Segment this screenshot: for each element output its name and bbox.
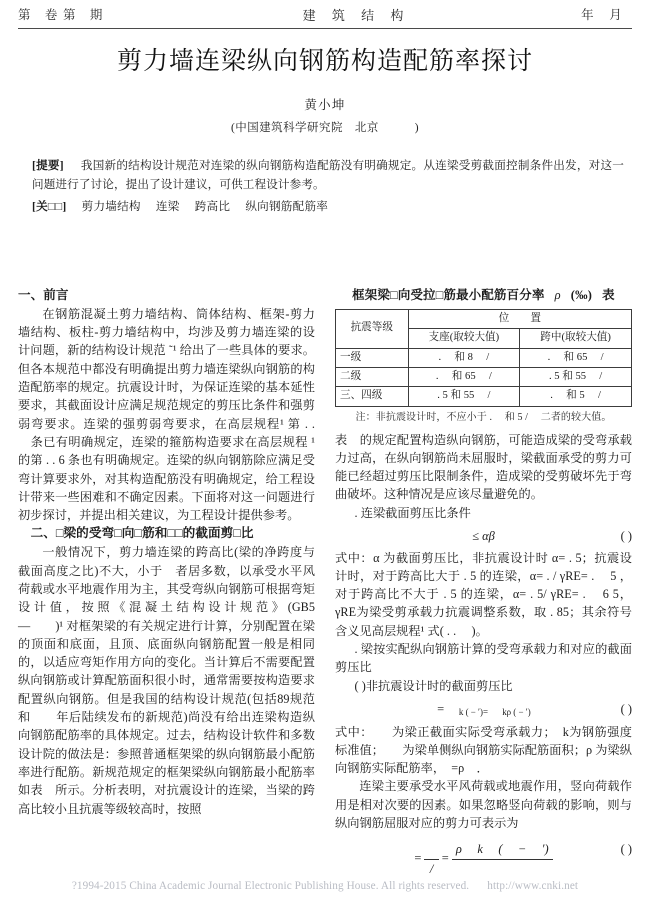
abstract-paragraph: [32, 157, 624, 195]
header-position-group: 位 置: [408, 309, 632, 329]
left-paragraph-2: 一般情况下，剪力墙连梁的跨高比(梁的净跨度与截面高度之比)不大，小于 者居多数，以承受水平风荷载或水平地震作用为主，其受弯纵向钢筋可根据弯矩设计值，按照《混凝土结构设计规范》(GB5 — )¹ 对框架梁的有关规定进行计算，分别配置在梁的顶面和底面，且顶、底面纵向钢筋配置一般是相同的，以适应弯矩作用方向的变化。当计算后不需要配置纵向钢筋或计算配筋面积很小时，通常需要按构造要求配置纵向钢筋。但是我国的结构设计规范(包括89规范和 年后陆续发布的新规范)尚没有给出连梁构造纵向钢筋配筋率的具体规定。过去，结构设计软件和多数设计院的做法是：参照普通框架梁的纵向钢筋最小配筋率进行配筋。新规范规定的框架梁纵向钢筋最小配筋率如表 所示。分析表明，对抗震设计的连梁，当梁的跨高比较小且抗震等级较高时，按照: [18, 545, 340, 816]
running-head-right: 年 月: [581, 8, 628, 22]
formula-3-left-fraction: [424, 840, 438, 878]
subsection-heading-2: . 梁按实配纵向钢筋计算的受弯承载力和对应的截面剪压比: [335, 642, 632, 675]
keyword-1: 连梁: [155, 199, 180, 213]
copyright-text: ?1994-2015 China Academic Journal Electronic Publishing House. All rights reserved.: [71, 880, 470, 892]
keywords-label: [关□□]: [32, 199, 67, 213]
table-caption-main: 框架梁□向受拉□筋最小配筋百分率: [352, 288, 545, 302]
formula-3-den: [452, 859, 553, 879]
section-heading-2: 二、□梁的受弯□向□筋和□□的截面剪□比: [30, 526, 254, 541]
abstract-label: [提要]: [32, 159, 64, 172]
footer-url[interactable]: http://www.cnki.net: [487, 880, 579, 892]
cell-level-2: 三、四级: [336, 387, 409, 406]
cell-support-2: . 5 和 55 /: [408, 387, 520, 406]
cell-support-1: . 和 65 /: [408, 367, 520, 386]
abstract-block: [18, 157, 632, 216]
formula-3: = / = ρ k ( − ′) ( ): [335, 840, 632, 878]
formula-2-mid: k ( − ′)=: [458, 707, 488, 718]
right-column: [335, 286, 632, 882]
cell-level-0: 一级: [336, 348, 409, 367]
header-support: 支座(取较大值): [408, 329, 520, 349]
abstract-text: 我国新的结构设计规范对连梁的纵向钢筋构造配筋没有明确规定。从连梁受剪截面控制条件出发，对这一问题进行了讨论，提出了设计建议，可供工程设计参考。: [32, 159, 625, 191]
table-caption-symbol: ρ: [554, 288, 561, 302]
cell-support-0: . 和 8 /: [408, 348, 520, 367]
formula-3-left-den: /: [424, 859, 438, 879]
keyword-3: 纵向钢筋配筋率: [245, 199, 329, 213]
formula-2: [335, 700, 632, 720]
formula-3-right-fraction: [452, 840, 553, 878]
right-paragraph-1: 表 的规定配置构造纵向钢筋，可能造成梁的受弯承载力过高，在纵向钢筋尚未屈服时，梁截面承受的剪力可能已经超过剪压比限制条件，造成梁的受剪破坏先于弯曲破坏。这种情况是应该尽量避免的。: [335, 432, 632, 502]
author-name: 黄小坤: [304, 98, 346, 112]
cell-level-1: 二级: [336, 367, 409, 386]
body-columns: [18, 286, 632, 882]
journal-name: 建 筑 结 构: [302, 7, 410, 23]
header-seismic-grade: 抗震等级: [336, 309, 409, 348]
left-column: [18, 286, 340, 882]
table-caption-unit: (‰): [570, 288, 593, 302]
footer-copyright: [0, 880, 650, 892]
section-heading-1: 一、前言: [18, 288, 69, 302]
cell-midspan-1: . 5 和 55 /: [520, 367, 632, 386]
header-midspan: 跨中(取较大值): [520, 329, 632, 349]
formula-2-number: ( ): [620, 701, 632, 716]
formula-3-left-num: [424, 840, 438, 859]
right-paragraph-4: 连梁主要承受水平风荷载或地震作用，竖向荷载作用是相对次要的因素。如果忽略竖向荷载的影响，则与纵向钢筋屈服对应的剪力可表示为: [335, 779, 632, 831]
right-paragraph-2: 式中：α 为截面剪压比，非抗震设计时 α= . 5；抗震设计时，对于跨高比大于 . 5 的连梁，α= . / γRE= . 5 ，对于跨高比不大于 . 5 的连梁，α= . 5/ γRE= . 6 5，γRE为梁受剪承载力抗震调整系数，取 . 85；其余符号含义见高层规程¹ 式( . . )。: [335, 550, 632, 638]
title-block: [18, 29, 632, 135]
formula-2-rhs: kρ ( − ′): [502, 707, 531, 718]
formula-1-number: ( ): [620, 528, 632, 543]
formula-3-number: ( ): [620, 842, 632, 857]
formula-1-body: ≤ αβ: [472, 528, 495, 543]
table-row: [336, 367, 632, 386]
table-row: [336, 387, 632, 406]
formula-1: [335, 527, 632, 546]
min-reinforcement-table: [335, 309, 632, 407]
table-header-row-1: [336, 309, 632, 329]
page-title: 剪力墙连梁纵向钢筋构造配筋率探讨: [116, 48, 533, 75]
subsection-heading-2-sub: ( )非抗震设计时的截面剪压比: [354, 678, 513, 693]
author-affiliation: (中国建筑科学研究院 北京 ): [231, 122, 419, 134]
cell-midspan-2: . 和 5 /: [520, 387, 632, 406]
keyword-2: 跨高比: [194, 199, 231, 213]
table-caption-number: 表: [602, 288, 615, 302]
formula-3-num: ρ k ( − ′): [455, 842, 549, 857]
keywords-line: [32, 198, 624, 217]
cell-midspan-0: . 和 65 /: [520, 348, 632, 367]
table-note: 注：非抗震设计时，不应小于 . 和 5 / 二者的较大值。: [355, 411, 612, 423]
running-head: [18, 0, 632, 28]
table-caption: [335, 286, 632, 305]
running-head-left: 第 卷第 期: [18, 8, 109, 22]
subsection-heading-1: . 连梁截面剪压比条件: [354, 505, 471, 520]
right-paragraph-3: 式中： 为梁正截面实际受弯承载力； k为钢筋强度标准值； 为梁单侧纵向钢筋实际配筋面积；ρ 为梁纵向钢筋实际配筋率， =ρ ．: [335, 724, 632, 776]
table-row: [336, 348, 632, 367]
keyword-0: 剪力墙结构: [81, 199, 141, 213]
left-paragraph-1: 在钢筋混凝土剪力墙结构、筒体结构、框架-剪力墙结构、板柱-剪力墙结构中，均涉及剪力墙连梁的设计问题，新的结构设计规范 ˜¹ 给出了一些具体的要求。但各本规范中都没有明确提出剪力墙连梁纵向钢筋的构造配筋率的规定。抗震设计时，为保证连梁的基本延性要求，其截面设计应满足规范规定的剪压比条件和强剪弱弯要求。连梁的强剪弱弯要求，在高层规程¹ 第 . . 条已有明确规定，连梁的箍筋构造要求在高层规程 ¹ 的第 . . 6 条也有明确规定。连梁的纵向钢筋除应满足受弯计算要求外，对其构造配筋没有明确规定，给工程设计带来一些困难和不确定因素。下面将对这一问题进行初步探讨，并提出相关建议，为工程设计提供参考。: [18, 306, 315, 523]
formula-2-lhs: =: [436, 701, 445, 716]
